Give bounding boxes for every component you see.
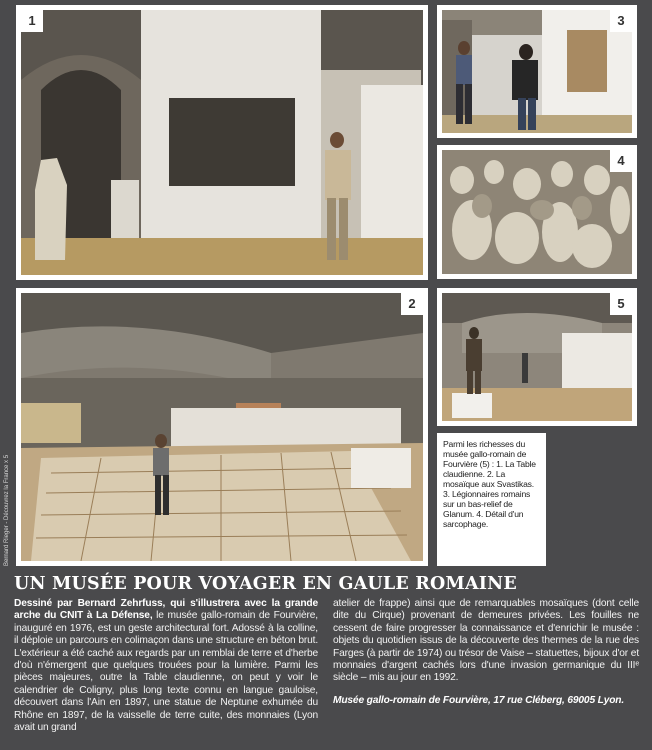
photo-2	[16, 288, 428, 566]
photo-4	[437, 145, 637, 279]
relief-photo	[442, 150, 632, 274]
photo-number: 5	[610, 293, 632, 315]
photo-number: 4	[610, 150, 632, 172]
article-body-2: atelier de frappe) ainsi que de remarquables mosaïques (dont celle dite du Cirque) provenant de demeures privées. Les fouilles ne cessent de faire progresser la connaissance et d'enrichir le musée : objets du quotidien issus de la découverte des thermes de la rue des Farges (à partir de 1974) ou trésor de Vaise – statuettes, bijoux d'or et monnaies d'argent cachés lors d'une invasion germanique du IIIᵉ siècle – mis au jour en 1992.	[333, 598, 639, 684]
photo-number: 1	[21, 10, 43, 32]
visitors-photo	[442, 10, 632, 133]
article-headline: UN MUSÉE POUR VOYAGER EN GAULE ROMAINE	[14, 574, 517, 594]
photo-5	[437, 288, 637, 426]
photo-number: 2	[401, 293, 423, 315]
photo-caption	[437, 433, 546, 566]
caption-text: Parmi les richesses du musée gallo-romain de Fourvière (5) : 1. La Table claudienne. 2. La mosaïque aux Svastikas. 3. Légionnaires romains sur un bas-relief de Glanum. 4. Détail d'un sarcophage.	[443, 439, 536, 529]
photo-3	[437, 5, 637, 138]
photo-number: 3	[610, 10, 632, 32]
photo-1	[16, 5, 428, 280]
article-lead: Dessiné par Bernard Zehrfuss, qui s'illustrera avec la grande arche du CNIT à La Défense,	[14, 598, 318, 622]
photo-credit: Bernard Rieger - Découvrez la France x 5	[4, 454, 10, 566]
statue-photo	[442, 293, 632, 421]
gallery-photo	[21, 10, 423, 275]
article-column-1	[14, 598, 318, 734]
article-column-2	[333, 598, 639, 707]
mosaic-hall-photo	[21, 293, 423, 561]
article-body-1: le musée gallo-romain de Fourvière, inauguré en 1976, est un geste architectural fort. Adossé à la colline, il déploie un parcours en colimaçon dans une structure en béton brut. L'extérieur a été caché aux regards par un remblai de terre et d'herbe d'où n'émergent que quelques trouées pour la lumière. Parmi les pièces majeures, outre la Table claudienne, on peut y voir le calendrier de Coligny, plus long texte connu en langue gauloise, découvert dans l'Ain en 1897, une statue de Neptune exhumée du Rhône en 1897, de la vaisselle de terre cuite, des monnaies (Lyon avait un grand	[14, 610, 318, 734]
article-paragraph	[14, 598, 318, 734]
museum-address: Musée gallo-romain de Fourvière, 17 rue Cléberg, 69005 Lyon.	[333, 694, 625, 706]
